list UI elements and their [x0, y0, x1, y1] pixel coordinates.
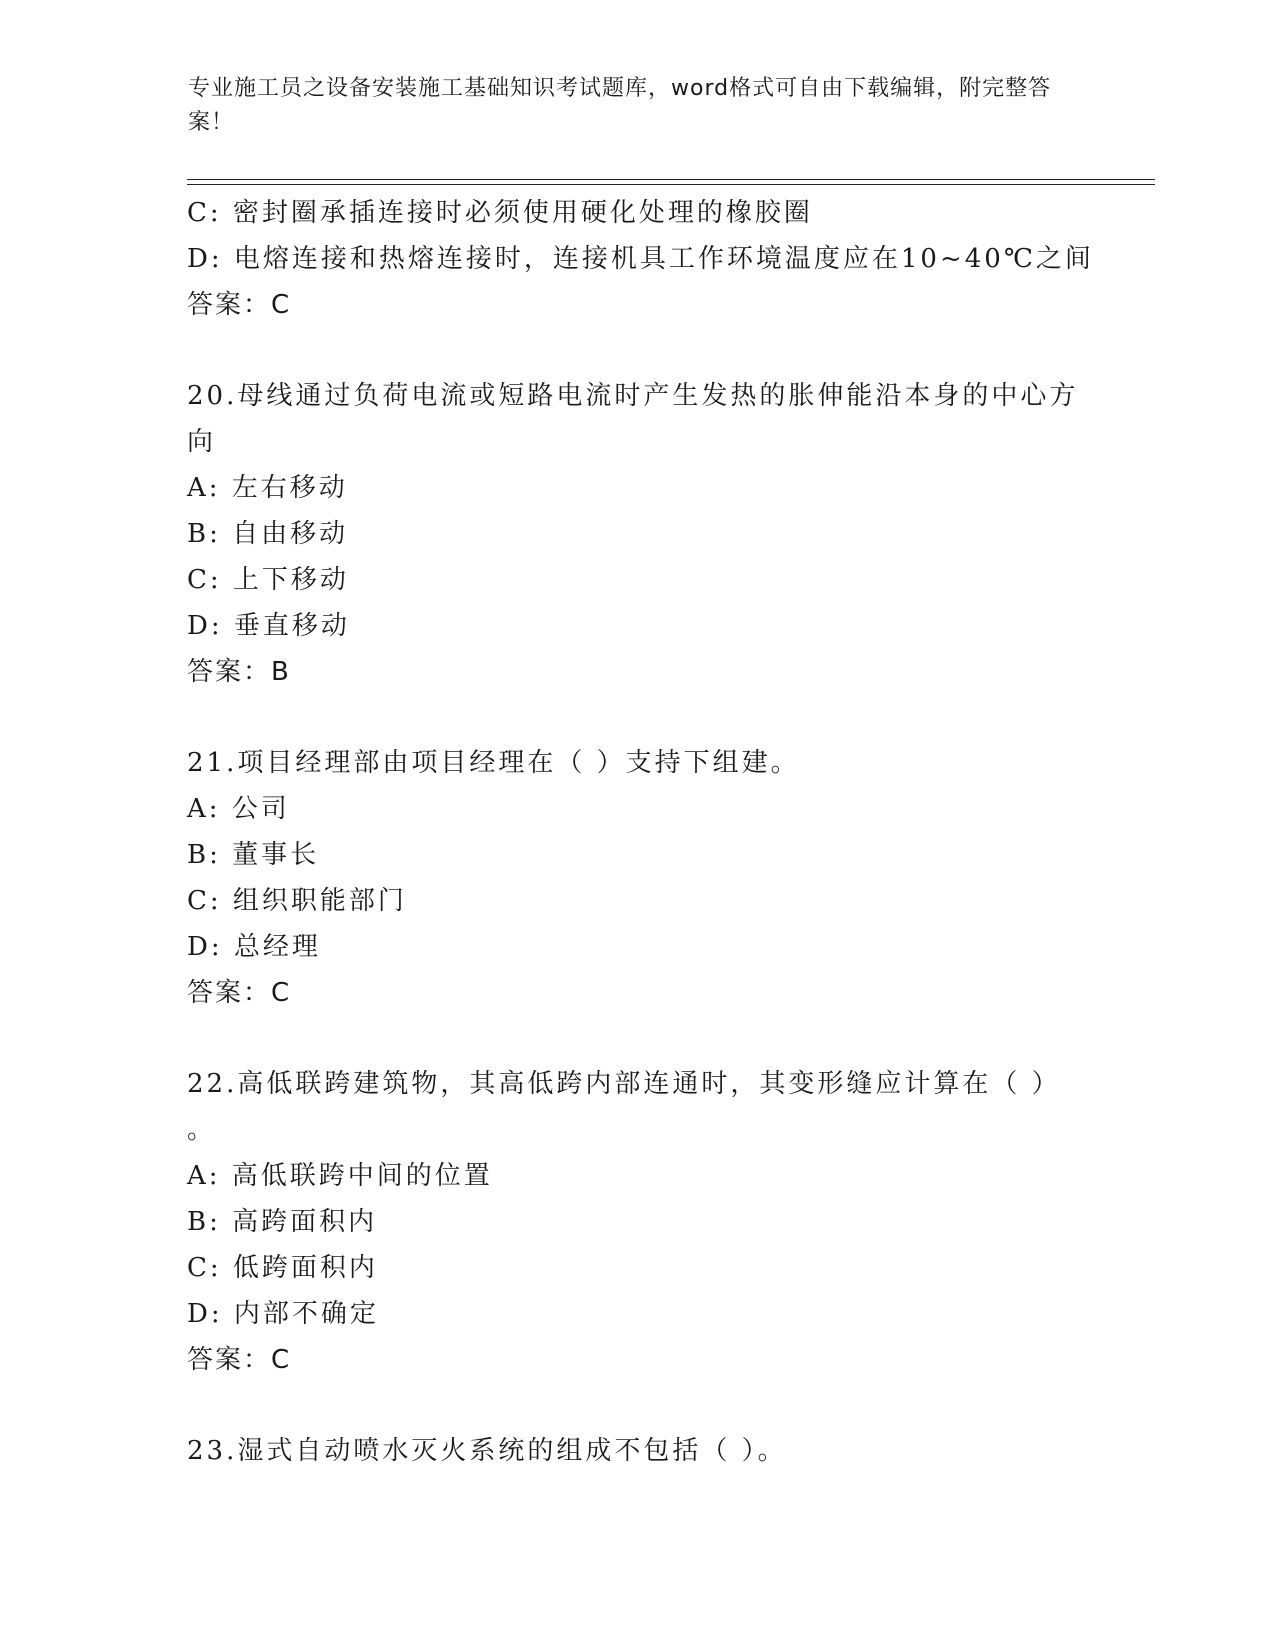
question-stem: 22.高低联跨建筑物，其高低跨内部连通时，其变形缝应计算在（ ）	[187, 1069, 1061, 1099]
option-b: B: 自由移动	[187, 519, 349, 549]
question-stem: 23.湿式自动喷水灭火系统的组成不包括（ ）。	[187, 1436, 787, 1466]
header-rule-bottom	[187, 184, 1155, 185]
question-stem-continued: 。	[187, 1115, 217, 1145]
option-d: D: 总经理	[187, 932, 321, 962]
question-list	[187, 190, 1094, 1474]
option-d: D: 垂直移动	[187, 611, 350, 641]
answer-line: 答案：B	[187, 657, 291, 687]
option-d: D: 电熔连接和热熔连接时，连接机具工作环境温度应在10~40℃之间	[187, 244, 1094, 274]
option-a: A: 公司	[187, 794, 290, 824]
option-c: C: 上下移动	[187, 565, 349, 595]
header-rule-top	[187, 179, 1155, 180]
question-stem-continued: 向	[187, 427, 217, 457]
option-a: A: 左右移动	[187, 473, 348, 503]
option-b: B: 高跨面积内	[187, 1207, 378, 1237]
option-d: D: 内部不确定	[187, 1299, 379, 1329]
option-b: B: 董事长	[187, 840, 320, 870]
option-a: A: 高低联跨中间的位置	[187, 1161, 493, 1191]
answer-line: 答案：C	[187, 290, 292, 320]
answer-line: 答案：C	[187, 1345, 292, 1375]
question-stem: 20.母线通过负荷电流或短路电流时产生发热的胀伸能沿本身的中心方	[187, 381, 1079, 411]
option-c: C: 低跨面积内	[187, 1253, 378, 1283]
option-c: C: 组织职能部门	[187, 886, 407, 916]
document-header: 专业施工员之设备安装施工基础知识考试题库，word格式可自由下载编辑，附完整答案！	[188, 76, 1052, 135]
option-c: C: 密封圈承插连接时必须使用硬化处理的橡胶圈	[187, 198, 813, 228]
answer-line: 答案：C	[187, 978, 292, 1008]
question-stem: 21.项目经理部由项目经理在（ ）支持下组建。	[187, 748, 800, 778]
